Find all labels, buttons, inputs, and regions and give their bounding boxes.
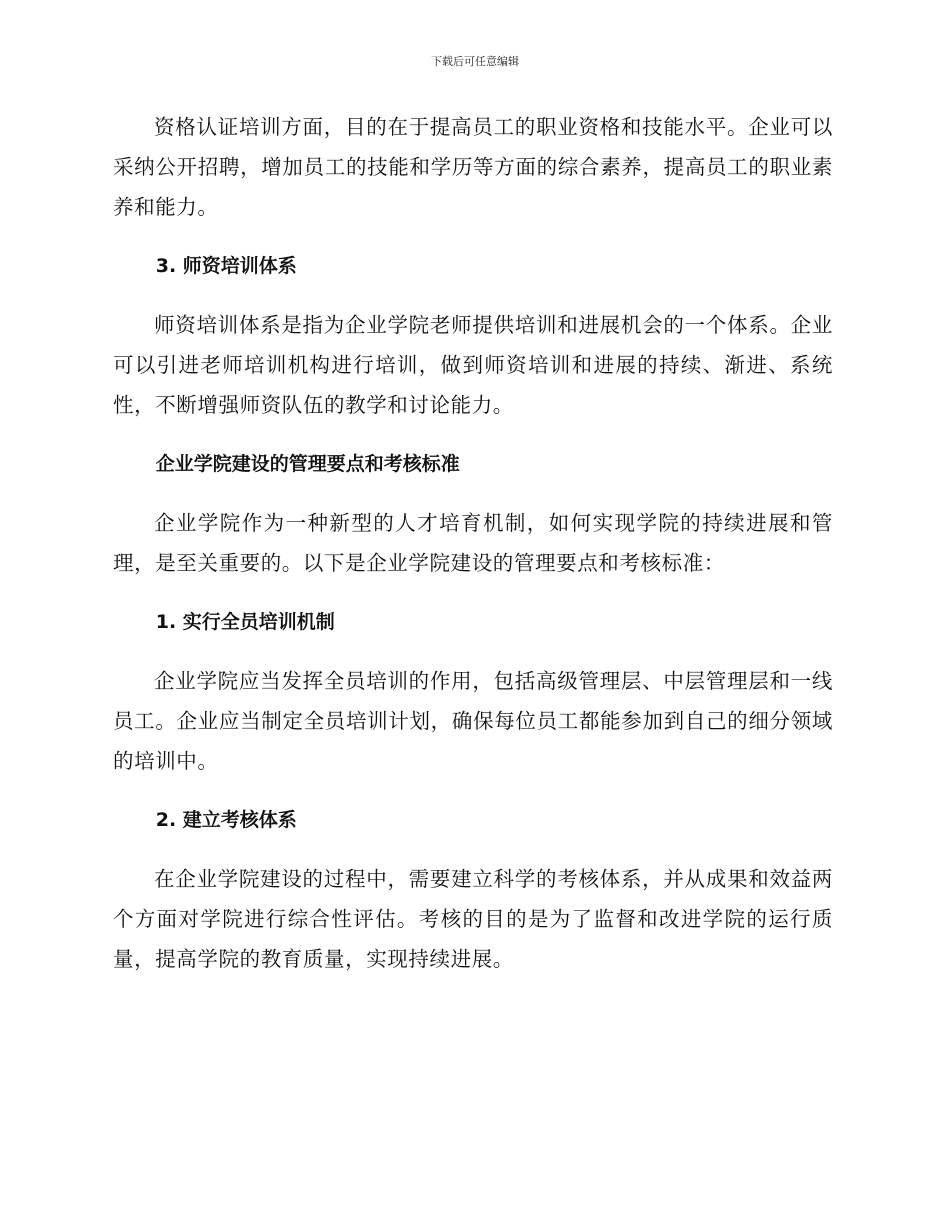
paragraph-assessment-system: 在企业学院建设的过程中，需要建立科学的考核体系，并从成果和效益两个方面对学院进行综合性评估。考核的目的是为了监督和改进学院的运行质量，提高学院的教育质量，实现持续进展。 [113, 867, 833, 971]
page-header: 下载后可任意编辑 [431, 55, 519, 68]
paragraph-qualification-training: 资格认证培训方面，目的在于提高员工的职业资格和技能水平。企业可以采纳公开招聘，增加员工的技能和学历等方面的综合素养，提高员工的职业素养和能力。 [113, 115, 833, 219]
document-body [113, 107, 833, 998]
heading-full-staff-training: 1. 实行全员培训机制 [155, 611, 335, 633]
paragraph-full-staff-training: 企业学院应当发挥全员培训的作用，包括高级管理层、中层管理层和一线员工。企业应当制定全员培训计划，确保每位员工都能参加到自己的细分领域的培训中。 [113, 669, 833, 773]
paragraph-management-intro: 企业学院作为一种新型的人才培育机制，如何实现学院的持续进展和管理，是至关重要的。以下是企业学院建设的管理要点和考核标准： [113, 511, 833, 575]
heading-assessment-system: 2. 建立考核体系 [155, 809, 297, 831]
heading-management-and-assessment: 企业学院建设的管理要点和考核标准 [155, 453, 460, 475]
heading-teacher-training-system: 3. 师资培训体系 [155, 255, 297, 277]
paragraph-teacher-training-system: 师资培训体系是指为企业学院老师提供培训和进展机会的一个体系。企业可以引进老师培训机构进行培训，做到师资培训和进展的持续、渐进、系统性，不断增强师资队伍的教学和讨论能力。 [113, 313, 833, 417]
